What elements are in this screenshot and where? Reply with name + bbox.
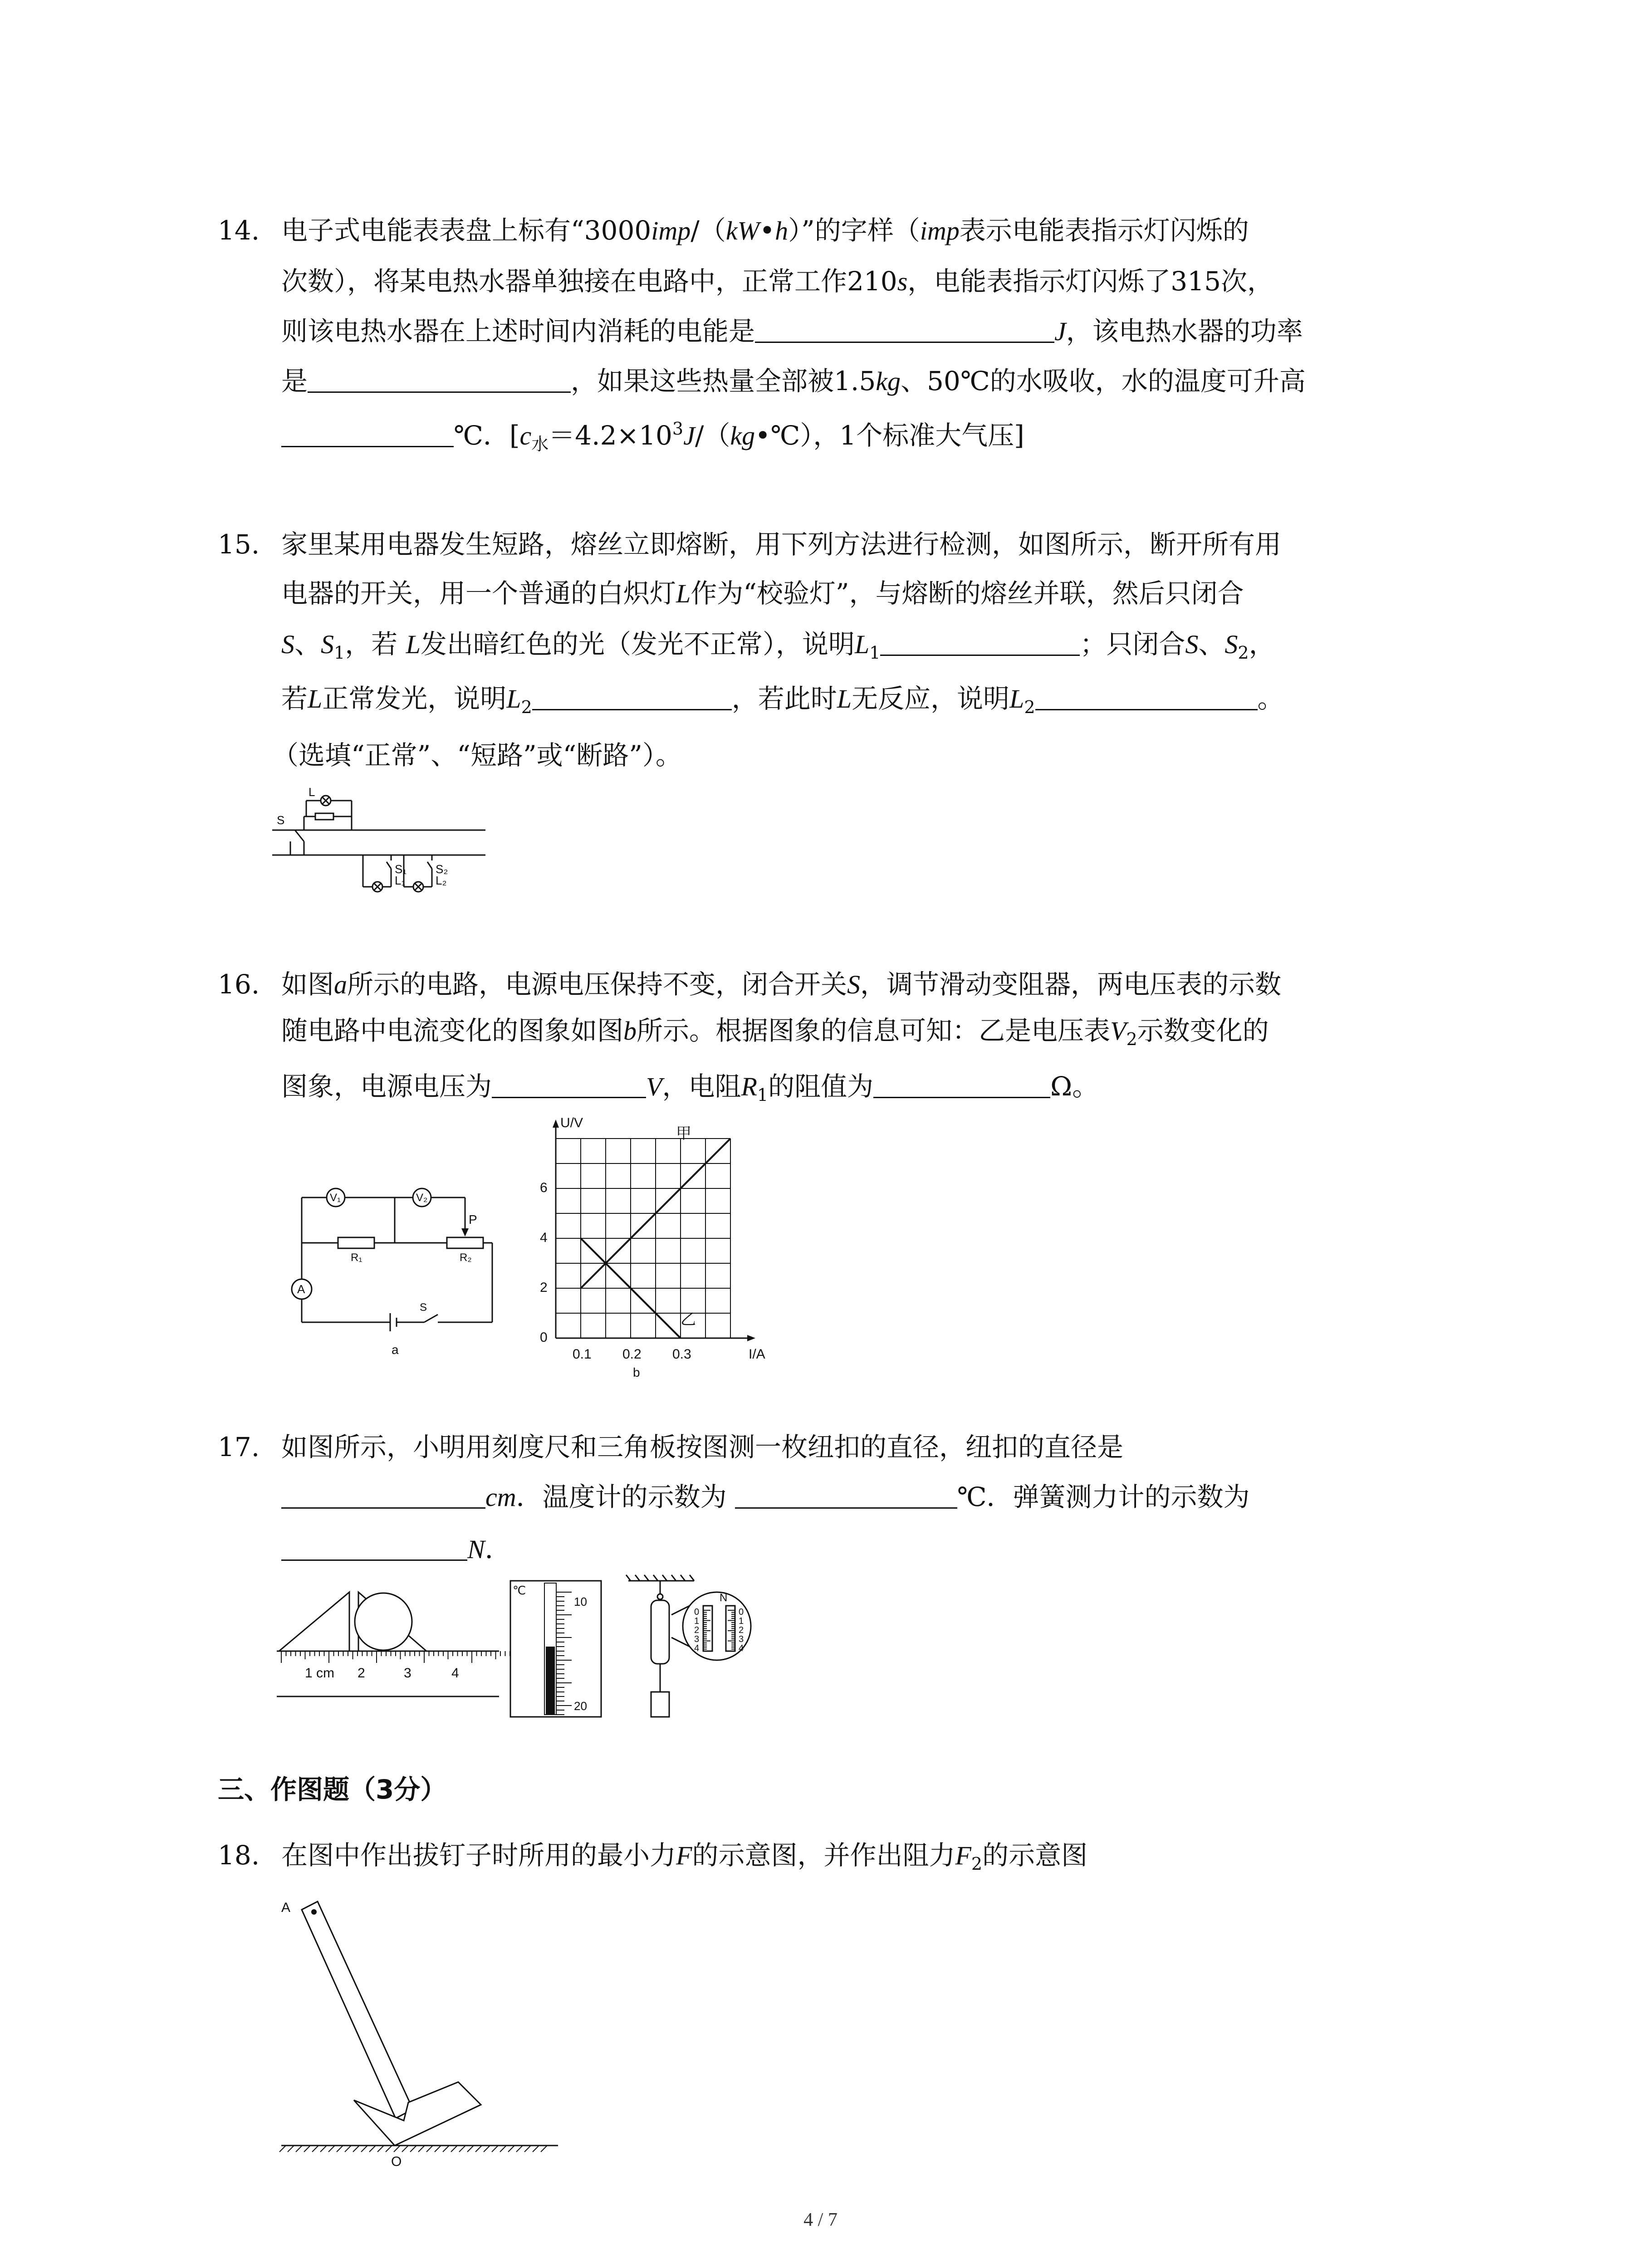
- section-heading-drawing: 三、作图题（3分）: [218, 1774, 447, 1805]
- label-l1: L₁: [395, 874, 406, 887]
- q15-line-2: 电器的开关，用一个普通的白炽灯L作为“校验灯”，与熔断的熔丝并联，然后只闭合: [281, 578, 1244, 609]
- q16-line-1: 如图a所示的电路，电源电压保持不变，闭合开关S，调节滑动变阻器，两电压表的示数: [281, 969, 1282, 1000]
- spring-right-1: 1: [739, 1616, 744, 1626]
- ground-hatch-line: [435, 2146, 441, 2152]
- ground-hatch-line: [304, 2146, 310, 2152]
- label-s: S: [277, 813, 285, 827]
- ground-hatch-line: [386, 2146, 392, 2152]
- spring-unit: N: [720, 1592, 728, 1604]
- answer-blank-diameter[interactable]: [281, 1479, 485, 1509]
- ground-hatch-line: [524, 2146, 531, 2152]
- label-switch: S: [420, 1301, 427, 1314]
- q16-graph-b: [522, 1116, 776, 1383]
- q18-line-1: 在图中作出拔钉子时所用的最小力F的示意图，并作出阻力$F_2$的示意图: [281, 1840, 1088, 1874]
- ground-hatch-line: [492, 2146, 498, 2152]
- q15-number: 15.: [218, 529, 260, 560]
- ground-hatch-line: [377, 2146, 384, 2152]
- ground-hatch-line: [426, 2146, 433, 2152]
- ytick-2: 2: [540, 1280, 548, 1295]
- spring-left-1: 1: [694, 1616, 700, 1626]
- ground-hatch-line: [541, 2146, 547, 2152]
- ytick-4: 4: [540, 1230, 548, 1245]
- q15-line-3: S、$S_1$，若 L发出暗红色的光（发光不正常），说明$L_1$ ；只闭合S、$S_2$，: [281, 626, 1275, 663]
- thermo-label-10: 10: [574, 1595, 587, 1608]
- ground-hatch-line: [337, 2146, 343, 2152]
- label-v2: V₂: [416, 1192, 428, 1204]
- q15-line-1: 家里某用电器发生短路，熔丝立即熔断，用下列方法进行检测，如图所示，断开所有用: [281, 529, 1282, 560]
- label-yi: 乙: [681, 1311, 696, 1328]
- label-point-o: O: [391, 2154, 402, 2169]
- label-r2: R₂: [460, 1251, 472, 1264]
- answer-blank-voltage[interactable]: [492, 1069, 646, 1098]
- label-l2: L₂: [436, 874, 447, 887]
- label-l: L: [309, 785, 315, 799]
- ground-hatch-line: [459, 2146, 465, 2152]
- q17-ruler-figure: [277, 1583, 504, 1719]
- q17-thermometer: [508, 1579, 608, 1724]
- label-point-a: A: [281, 1900, 291, 1915]
- ruler-label-1: 1 cm: [305, 1666, 335, 1681]
- label-s2: S₂: [436, 862, 448, 876]
- ground-hatch-line: [410, 2146, 416, 2152]
- label-v1: V₁: [330, 1192, 341, 1204]
- ground-hatch-line: [312, 2146, 318, 2152]
- answer-blank-power[interactable]: [308, 363, 571, 393]
- q17-number: 17.: [218, 1432, 260, 1462]
- ground-hatch-line: [443, 2146, 449, 2152]
- page-number: 4 / 7: [803, 2209, 838, 2230]
- axis-label-i: I/A: [749, 1347, 765, 1362]
- answer-blank-thermometer[interactable]: [735, 1479, 957, 1509]
- ground-hatch-line: [533, 2146, 539, 2152]
- spring-left-0: 0: [694, 1607, 700, 1617]
- q15-line-4: 若L正常发光，说明$L_2$ ，若此时L无反应，说明$L_2$ 。: [281, 680, 1284, 717]
- spring-left-2: 2: [694, 1625, 700, 1635]
- ground-hatch-line: [361, 2146, 367, 2152]
- q16-line-2: 随电路中电流变化的图象如图b所示。根据图象的信息可知：乙是电压表$V_2$示数变化的: [281, 1015, 1269, 1049]
- caption-b: b: [633, 1365, 640, 1379]
- label-s1: S₁: [395, 862, 407, 876]
- xtick-0-1: 0.1: [573, 1347, 592, 1362]
- ruler-label-4: 4: [451, 1666, 459, 1681]
- thermo-label-20: 20: [574, 1699, 587, 1713]
- answer-blank-energy[interactable]: [755, 313, 1054, 343]
- ground-hatch-line: [394, 2146, 400, 2152]
- q14-line-5: ℃．[$c_水=4.2\times 10^3J/(kg•℃)$，1个标准大气压]: [281, 417, 1024, 454]
- ruler-label-3: 3: [404, 1666, 411, 1681]
- label-jia: 甲: [676, 1125, 691, 1142]
- q14-line-2: 次数），将某电热水器单独接在电路中，正常工作210s，电能表指示灯闪烁了315次，: [281, 266, 1274, 297]
- ground-hatch-line: [418, 2146, 425, 2152]
- ground-hatch-line: [516, 2146, 523, 2152]
- answer-blank-l1[interactable]: [880, 626, 1080, 656]
- ground-hatch-line: [328, 2146, 335, 2152]
- ground-hatch-line: [467, 2146, 474, 2152]
- ground-hatch-line: [288, 2146, 294, 2152]
- answer-blank-l2-noresponse[interactable]: [1035, 681, 1258, 710]
- q17-line-1: 如图所示，小明用刻度尺和三角板按图测一枚纽扣的直径，纽扣的直径是: [281, 1432, 1124, 1462]
- label-p: P: [469, 1212, 477, 1227]
- xtick-0-2: 0.2: [622, 1347, 642, 1362]
- spring-right-3: 3: [739, 1634, 744, 1644]
- caption-a: a: [392, 1343, 399, 1357]
- q17-line-2: cm．温度计的示数为 ℃．弹簧测力计的示数为: [281, 1479, 1250, 1515]
- q15-line-5: （选填“正常”、“短路”或“断路”）。: [272, 740, 682, 771]
- q18-number: 18.: [218, 1840, 260, 1871]
- q16-circuit-a: [279, 1170, 515, 1370]
- ground-hatch-line: [451, 2146, 457, 2152]
- thermo-unit: ℃: [513, 1584, 526, 1597]
- q15-circuit-figure: [272, 787, 490, 905]
- answer-blank-r1[interactable]: [873, 1069, 1050, 1098]
- ytick-6: 6: [540, 1180, 548, 1195]
- spring-left-4: 4: [694, 1643, 700, 1653]
- ground-hatch-line: [353, 2146, 359, 2152]
- label-r1: R₁: [351, 1251, 362, 1264]
- ground-hatch-line: [484, 2146, 490, 2152]
- ground-hatch-line: [369, 2146, 376, 2152]
- ground-hatch-line: [475, 2146, 482, 2152]
- q17-spring-scale: [626, 1574, 771, 1724]
- ytick-0: 0: [540, 1330, 548, 1345]
- ground-hatch-line: [320, 2146, 327, 2152]
- q17-line-3: N．: [281, 1531, 511, 1568]
- answer-blank-l2-normal[interactable]: [532, 681, 732, 710]
- ruler-label-2: 2: [358, 1666, 365, 1681]
- ground-hatch-line: [402, 2146, 408, 2152]
- q16-line-3: 图象，电源电压为 V，电阻$R_1$的阻值为 Ω。: [281, 1068, 1098, 1105]
- q16-number: 16.: [218, 969, 260, 1000]
- ground-hatch-line: [345, 2146, 351, 2152]
- axis-label-u: U/V: [560, 1115, 583, 1130]
- answer-blank-force[interactable]: [281, 1531, 467, 1561]
- q14-line-4: 是 ，如果这些热量全部被1.5kg、50℃的水吸收，水的温度可升高: [281, 363, 1306, 400]
- ground-hatch-line: [500, 2146, 506, 2152]
- q18-hammer-figure: [272, 1892, 581, 2182]
- spring-right-2: 2: [739, 1625, 744, 1635]
- ground-hatch-line: [279, 2146, 286, 2152]
- label-ammeter: A: [297, 1282, 305, 1296]
- spring-right-0: 0: [739, 1607, 744, 1617]
- xtick-0-3: 0.3: [672, 1347, 691, 1362]
- q14-line-3: 则该电热水器在上述时间内消耗的电能是 J，该电热水器的功率: [281, 313, 1303, 350]
- spring-right-4: 4: [739, 1643, 744, 1653]
- q14-line-1: 电子式电能表表盘上标有“3000imp/（kW•h）”的字样（imp表示电能表指示灯闪烁的: [281, 215, 1249, 246]
- spring-left-3: 3: [694, 1634, 700, 1644]
- ground-hatch-line: [508, 2146, 514, 2152]
- ground-hatch-line: [296, 2146, 302, 2152]
- answer-blank-temperature[interactable]: [281, 418, 454, 447]
- q14-number: 14.: [218, 215, 260, 246]
